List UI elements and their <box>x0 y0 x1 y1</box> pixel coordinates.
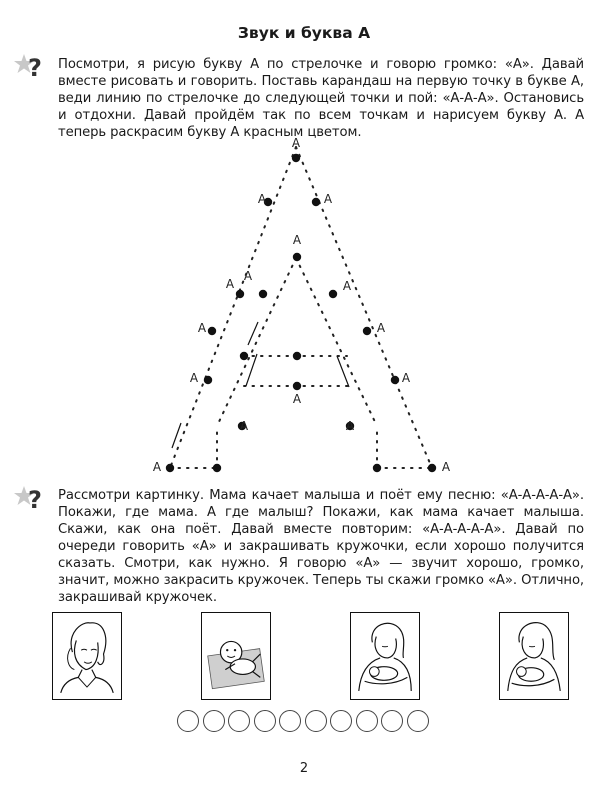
dot-label: А <box>292 233 302 247</box>
color-circle[interactable] <box>279 710 301 732</box>
color-circle[interactable] <box>254 710 276 732</box>
diagram-dot <box>329 290 337 298</box>
diagram-dot <box>259 290 267 298</box>
color-circle[interactable] <box>330 710 352 732</box>
svg-text:?: ? <box>28 54 42 82</box>
dot-label: А <box>291 136 301 150</box>
diagram-dot <box>373 464 381 472</box>
diagram-dot <box>428 464 436 472</box>
diagram-dot <box>204 376 212 384</box>
diagram-dot <box>292 154 300 162</box>
diagram-dot <box>293 382 301 390</box>
diagram-dot <box>236 290 244 298</box>
picture-mother-portrait[interactable] <box>52 612 122 700</box>
diagram-dot <box>240 352 248 360</box>
dot-label: А <box>376 321 386 335</box>
color-circle[interactable] <box>356 710 378 732</box>
star-question-icon <box>12 482 44 514</box>
diagram-dot <box>213 464 221 472</box>
page-number: 2 <box>299 761 309 776</box>
diagram-dot <box>166 464 174 472</box>
diagram-dot <box>391 376 399 384</box>
diagram-dot <box>312 198 320 206</box>
dot-label: А <box>197 321 207 335</box>
color-circle[interactable] <box>228 710 250 732</box>
dotted-letter-a-diagram <box>140 130 470 480</box>
dot-label: А <box>292 392 302 406</box>
dot-label: А <box>152 460 162 474</box>
diagram-dot <box>363 327 371 335</box>
diagram-dot <box>293 253 301 261</box>
dot-label: А <box>323 192 333 206</box>
color-circle[interactable] <box>177 710 199 732</box>
picture-mother-rocking-baby[interactable] <box>350 612 420 700</box>
diagram-dot <box>293 352 301 360</box>
dot-label: А <box>189 371 199 385</box>
dot-label: А <box>257 192 267 206</box>
dot-label: А <box>239 419 249 433</box>
color-circle[interactable] <box>407 710 429 732</box>
picture-mother-holding-baby[interactable] <box>499 612 569 700</box>
dot-label: А <box>345 419 355 433</box>
dot-label: А <box>342 279 352 293</box>
dot-label: А <box>225 277 235 291</box>
color-circle[interactable] <box>381 710 403 732</box>
dot-label: А <box>401 371 411 385</box>
color-circle[interactable] <box>305 710 327 732</box>
color-circle[interactable] <box>203 710 225 732</box>
dot-label: А <box>441 460 451 474</box>
diagram-dot <box>208 327 216 335</box>
page-title: Звук и буква А <box>237 24 371 42</box>
svg-text:?: ? <box>28 486 42 514</box>
instruction-paragraph-2: Рассмотри картинку. Мама качает малыша и поёт ему песню: «А-А-А-А-А». Покажи, где мама. А где малыш? Покажи, как мама качает малыша. Скажи, как она поёт. Давай вместе повторим: «А-А-А-А-А». Давай по очереди говорить «А» и закрашивать кружочки, если хорошо получится сказать. Смотри, как нужно. Я говорю «А» — звучит хорошо, громко, значит, можно закрасить кружочек. Теперь ты скажи громко «А». Отлично, закрашивай кружочек. <box>58 488 584 605</box>
dot-label: А <box>243 269 253 283</box>
instruction-paragraph-1: Посмотри, я рисую букву А по стрелочке и говорю громко: «А». Давай вместе рисовать и говорить. Поставь карандаш на первую точку в букве А, веди линию по стрелочке до следующей точки и пой: «А-А-А». Остановись и отдохни. Давай пройдём так по всем точкам и нарисуем букву А. А теперь раскрасим букву А красным цветом. <box>58 57 584 140</box>
picture-baby-on-blanket[interactable] <box>201 612 271 700</box>
star-question-icon <box>12 50 44 82</box>
